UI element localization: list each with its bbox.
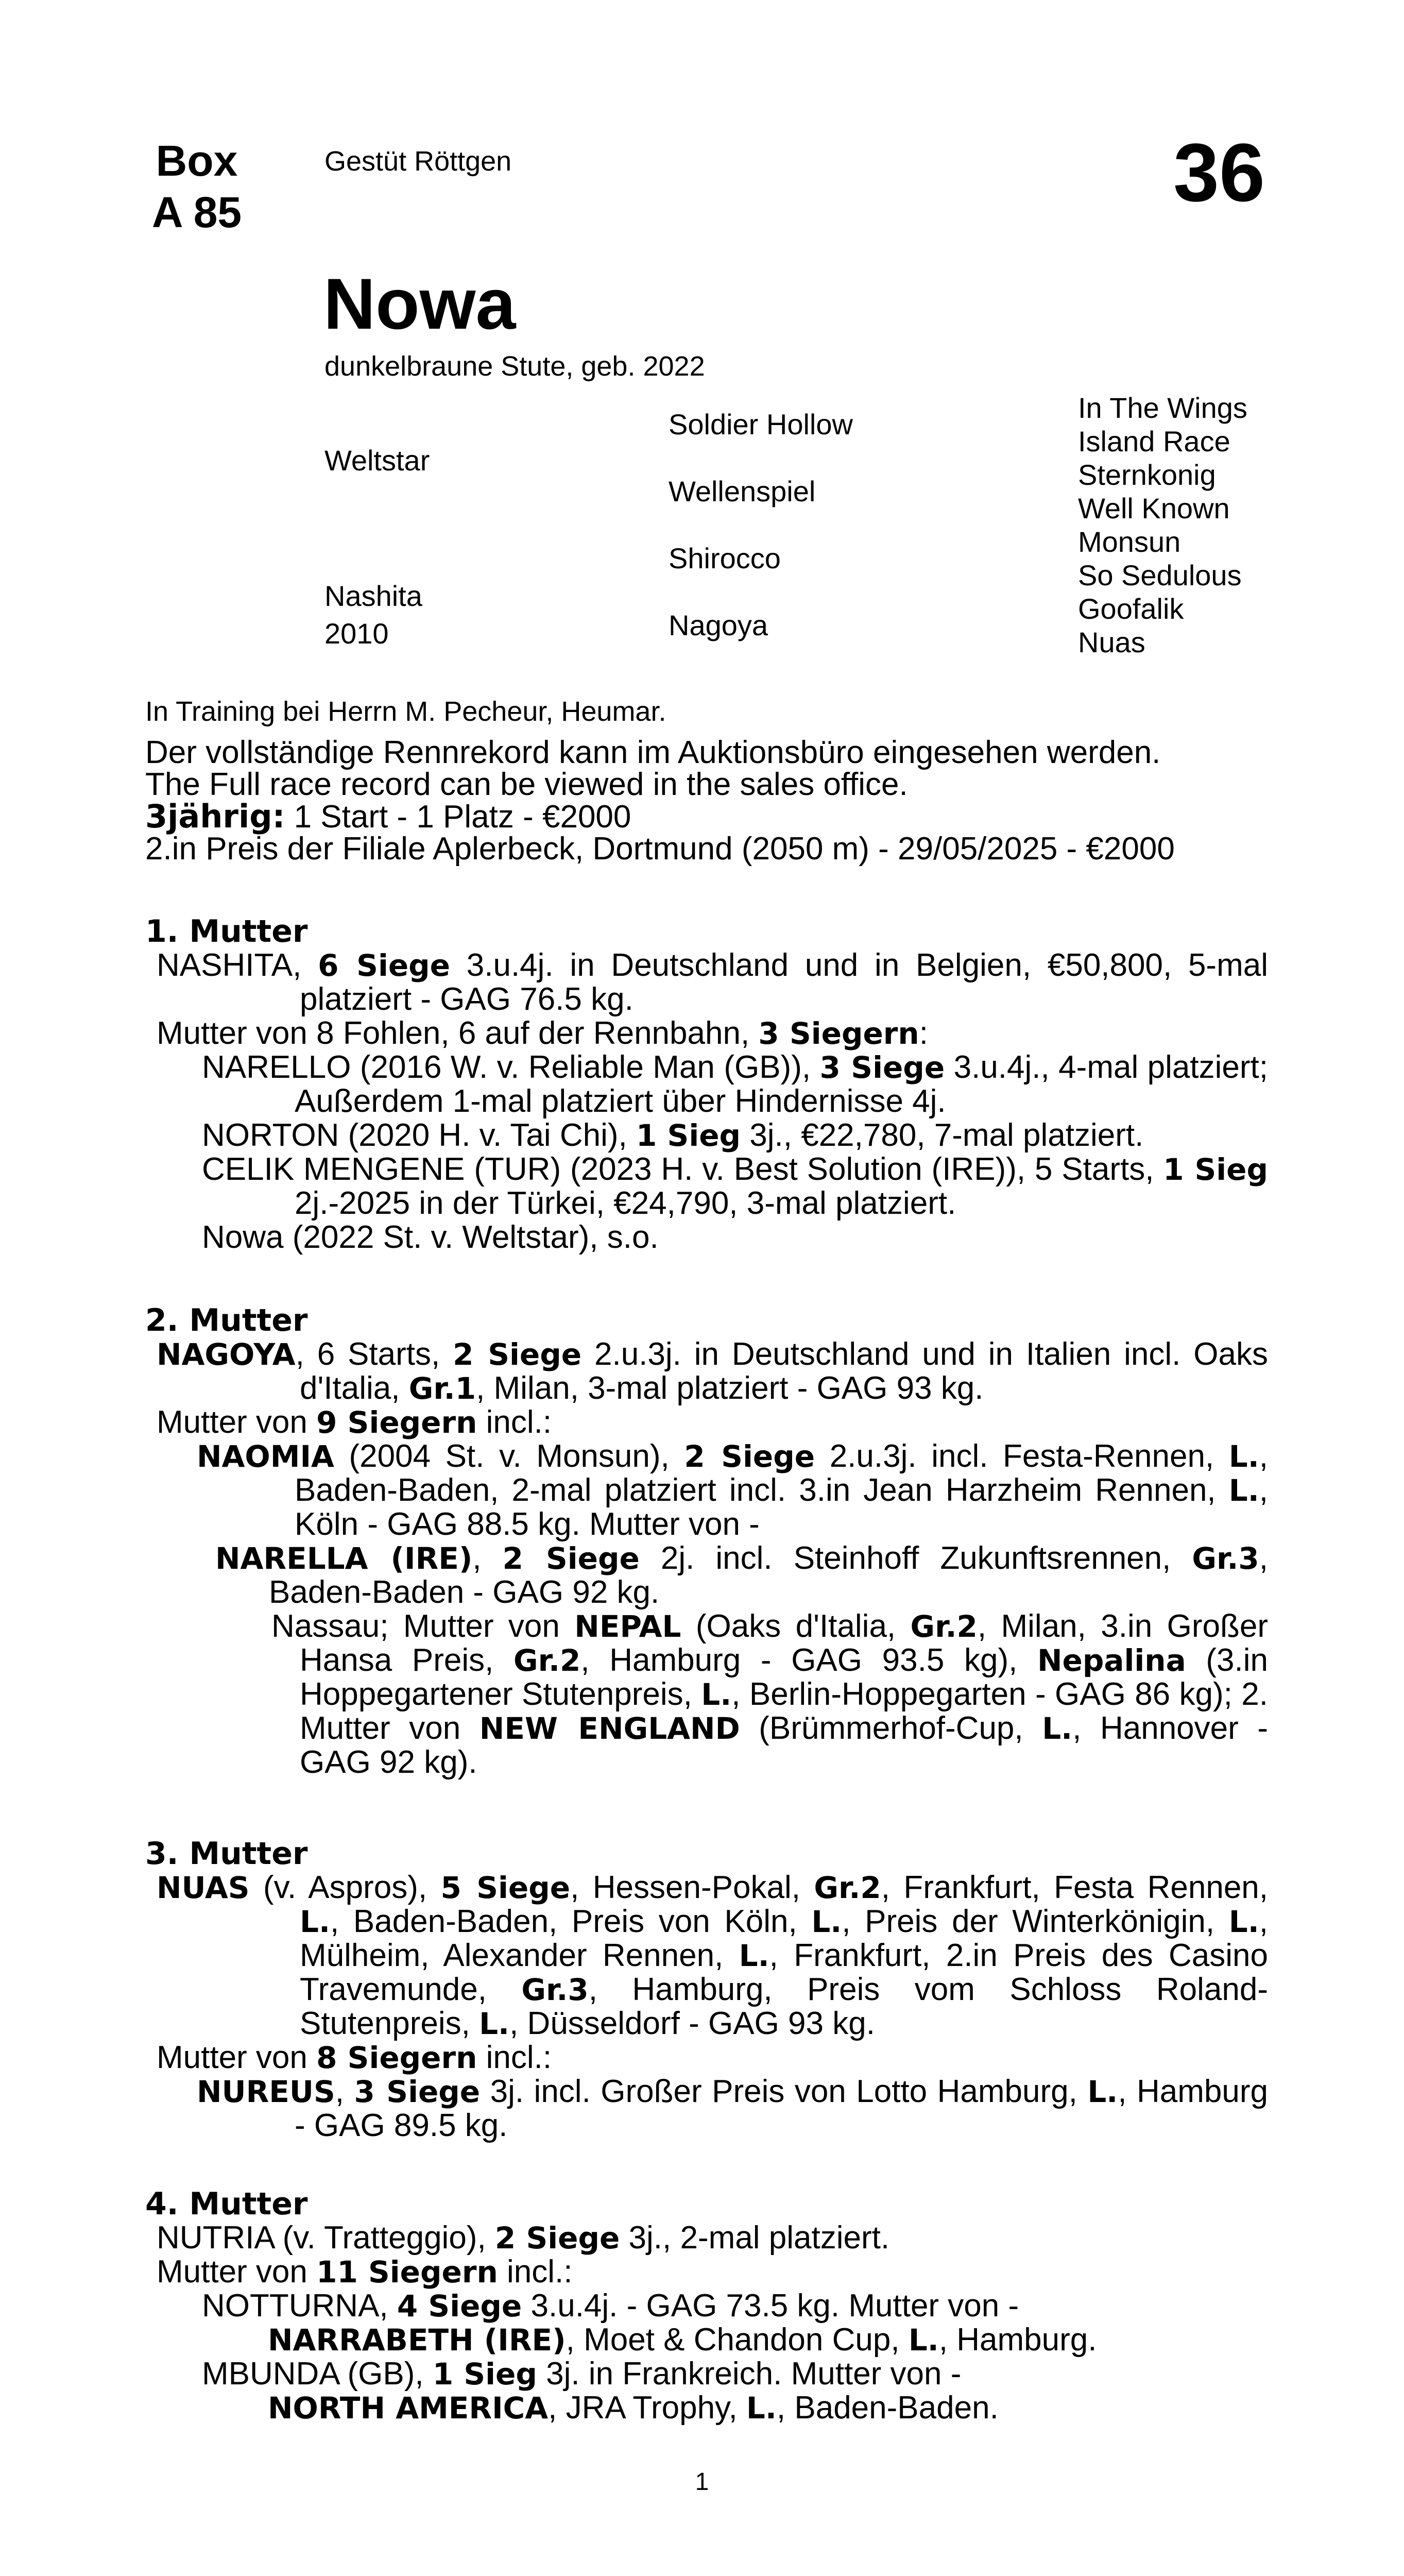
text-run: , Baden-Baden, 2-mal platziert incl. 3.in Jean Harzheim Rennen, [295,1438,1268,1508]
pedigree-gen3-1: In The Wings [1078,392,1247,424]
section-title: 2. Mutter [145,1302,308,1338]
bold-run: Gr.3 [521,1972,589,2007]
box-label-line1: Box [156,137,238,185]
pedigree-entry [145,1016,1268,1050]
bold-run: 11 Siegern [316,2255,498,2290]
text-run: , Düsseldorf - GAG 93 kg. [509,2006,875,2041]
text-run: (v. Aspros), [249,1870,441,1905]
pedigree-entry [145,2391,1268,2425]
text-run: , Baden-Baden, Preis von Köln, [330,1904,812,1939]
text-run: (Brümmerhof-Cup, [740,1710,1042,1746]
text-run: , Hamburg, Preis vom Schloss Roland-Stutenpreis, [300,1972,1268,2041]
text-run: , Mülheim, Alexander Rennen, [300,1904,1268,1973]
bold-run: L. [300,1904,330,1939]
bold-run: L. [908,2323,939,2358]
box-label-line2: A 85 [151,188,242,236]
bold-run: 2 Siege [684,1439,815,1474]
pedigree-sire-sire: Soldier Hollow [669,408,853,440]
text-run: , Frankfurt, 2.in Preis des Casino Travemunde, [300,1938,1268,2007]
text-run: Mutter von [157,1404,317,1440]
box-label [145,135,248,238]
section-2-mutter [145,1303,1268,1780]
text-run: Mutter von 8 Fohlen, 6 auf der Rennbahn, [157,1015,759,1051]
bold-run: NEPAL [574,1609,681,1644]
pedigree-entry [145,2221,1268,2255]
bold-run: 6 Siege [318,948,451,983]
bold-run: 9 Siegern [316,1405,477,1440]
pedigree-entry [145,1337,1268,1405]
bold-run: NARELLA (IRE) [215,1541,473,1576]
text-run: (3.in Hoppegartener Stutenpreis, [300,1642,1268,1712]
text-run: , [335,2074,354,2109]
text-run: 2.u.3j. in Deutschland und in Italien incl. Oaks d'Italia, [300,1336,1268,1406]
pedigree-entry [145,1871,1268,2041]
text-run: Nowa (2022 St. v. Weltstar), s.o. [202,1219,659,1255]
text-run: , 6 Starts, [295,1336,453,1372]
bold-run: Gr.2 [513,1643,581,1678]
text-run: 2j.-2025 in der Türkei, €24,790, 3-mal platziert. [295,1185,956,1221]
pedigree-entry [145,1541,1268,1609]
text-run: (2004 St. v. Monsun), [334,1438,684,1474]
bold-run: NUAS [157,1870,250,1905]
bold-run: 2 Siege [502,1541,640,1576]
text-run: , [472,1540,503,1576]
text-run: Mutter von [157,2254,317,2290]
section-title: 1. Mutter [145,913,308,950]
text-run: CELIK MENGENE (TUR) (2023 H. v. Best Solution (IRE)), 5 Starts, [202,1151,1163,1187]
pedigree-entry [145,2357,1268,2391]
text-run: NOTTURNA, [202,2288,397,2324]
text-run: 3j., €22,780, 7-mal platziert. [741,1117,1144,1153]
pedigree-gen3-2: Island Race [1078,425,1230,457]
bold-run: L. [811,1904,842,1939]
text-run: Nassau; Mutter von [271,1608,575,1644]
pedigree-dam-sire: Shirocco [669,542,781,574]
record-note-de: Der vollständige Rennrekord kann im Auktionsbüro eingesehen werden. [145,735,1161,770]
text-run: (Oaks d'Italia, [681,1608,911,1644]
text-run: incl.: [477,2040,552,2075]
pedigree-entry [145,1405,1268,1439]
section-4-mutter [145,2187,1268,2425]
bold-run: L. [1087,2074,1118,2109]
bold-run: L. [739,1938,769,1973]
section-title: 3. Mutter [145,1836,308,1872]
text-run: , Frankfurt, Festa Rennen, [881,1870,1269,1905]
text-run: 3.u.4j. - GAG 73.5 kg. Mutter von - [522,2288,1019,2324]
text-run: Mutter von [157,2040,317,2075]
pedigree-entry [145,2255,1268,2289]
text-run: , JRA Trophy, [548,2390,746,2426]
bold-run: 3 Siegern [758,1016,919,1051]
bold-run: NAOMIA [197,1439,334,1474]
section-1-mutter [145,914,1268,1255]
text-run: 2j. incl. Steinhoff Zukunftsrennen, [639,1540,1192,1576]
bold-run: NORTH AMERICA [268,2391,549,2426]
record-summary [145,798,1268,835]
pedigree-entry [145,2075,1268,2143]
text-run: : [919,1015,928,1051]
pedigree-entry [145,948,1268,1016]
text-run: incl.: [498,2254,573,2290]
text-run: 3j. in Frankreich. Mutter von - [537,2356,962,2392]
text-run: 3j., 2-mal platziert. [620,2220,890,2256]
pedigree-entry [145,2041,1268,2075]
text-run: 3.u.4j. in Deutschland und in Belgien, €50,800, 5-mal platziert - GAG 76.5 kg. [300,947,1268,1017]
text-run: , Milan, 3-mal platziert - GAG 93 kg. [476,1370,984,1406]
pedigree-gen3-3: Sternkonig [1078,459,1216,491]
pedigree-gen3-5: Monsun [1078,526,1181,558]
text-run: NASHITA, [157,947,318,983]
trainer-note: In Training bei Herrn M. Pecheur, Heumar. [145,696,666,727]
text-run: incl.: [477,1404,552,1440]
record-race-line: 2.in Preis der Filiale Aplerbeck, Dortmund (2050 m) - 29/05/2025 - €2000 [145,831,1175,867]
text-run: , Preis der Winterkönigin, [842,1904,1229,1939]
text-run: NARELLO (2016 W. v. Reliable Man (GB)), [202,1049,820,1085]
bold-run: Gr.2 [814,1870,881,1905]
text-run: 3j. incl. Großer Preis von Lotto Hamburg, [480,2074,1088,2109]
bold-run: 8 Siegern [316,2040,477,2075]
bold-run: L. [1042,1711,1073,1746]
pedigree-entry [145,1221,1268,1255]
bold-run: 1 Sieg [1163,1152,1268,1187]
bold-run: L. [746,2391,777,2426]
bold-run: NAGOYA [157,1337,296,1372]
text-run: , Baden-Baden - GAG 92 kg. [269,1540,1268,1610]
section-3-mutter [145,1837,1268,2143]
text-run: , Hessen-Pokal, [570,1870,814,1905]
bold-run: 1 Sieg [432,2357,537,2392]
horse-description: dunkelbraune Stute, geb. 2022 [324,351,705,382]
text-run: , Hamburg - GAG 89.5 kg. [295,2074,1268,2143]
pedigree-dam-dam: Nagoya [669,609,768,641]
bold-run: L. [1228,1904,1259,1939]
pedigree-gen3-8: Nuas [1078,626,1145,658]
pedigree-entry [145,1050,1268,1118]
text-run: 2.u.3j. incl. Festa-Rennen, [815,1438,1229,1474]
bold-run: 5 Siege [440,1870,571,1905]
bold-run: NUREUS [197,2074,335,2109]
lot-number: 36 [1173,126,1265,218]
horse-name: Nowa [323,263,516,344]
bold-run: 2 Siege [453,1337,582,1372]
record-note-en: The Full race record can be viewed in the sales office. [145,767,908,802]
bold-run: NARRABETH (IRE) [268,2323,566,2358]
pedigree-entry [145,1118,1268,1153]
bold-run: L. [479,2006,510,2041]
pedigree-gen3-7: Goofalik [1078,592,1184,625]
bold-run: 2 Siege [494,2221,620,2256]
bold-run: 4 Siege [397,2289,522,2324]
bold-run: Nepalina [1037,1643,1186,1678]
bold-run: 1 Sieg [636,1118,741,1153]
bold-run: L. [1228,1439,1259,1474]
record-age-summary: 1 Start - 1 Platz - €2000 [285,799,631,835]
text-run: , Baden-Baden. [776,2390,999,2426]
bold-run: L. [1228,1473,1259,1508]
text-run: , Milan, 3.in Großer Hansa Preis, [300,1608,1268,1678]
text-run: , Hamburg - GAG 93.5 kg), [580,1642,1037,1678]
bold-run: L. [701,1677,732,1712]
section-title: 4. Mutter [145,2186,308,2222]
text-run: , Berlin-Hoppegarten - GAG 86 kg); 2. Mutter von [300,1676,1268,1746]
pedigree-gen3-4: Well Known [1078,492,1230,524]
pedigree-entry [145,2323,1268,2357]
pedigree-dam-year: 2010 [324,617,389,650]
text-run: , Moet & Chandon Cup, [566,2322,909,2358]
text-run: NORTON (2020 H. v. Tai Chi), [202,1117,636,1153]
pedigree-entry [145,1609,1268,1780]
bold-run: 3 Siege [819,1050,945,1085]
race-record [145,737,1268,865]
text-run: MBUNDA (GB), [202,2356,433,2392]
text-run: 3.u.4j., 4-mal platziert; Außerdem 1-mal platziert über Hindernisse 4j. [295,1049,1268,1119]
bold-run: 3 Siege [354,2074,481,2109]
pedigree-entry [145,2289,1268,2323]
pedigree-sire-dam: Wellenspiel [669,475,816,507]
pedigree-entry [145,1153,1268,1221]
text-run: , Hamburg. [938,2322,1097,2358]
bold-run: Gr.2 [910,1609,978,1644]
page-number: 1 [695,2468,709,2496]
pedigree-entry [145,1439,1268,1541]
pedigree-sire: Weltstar [324,444,430,477]
bold-run: Gr.3 [1192,1541,1259,1576]
pedigree-dam: Nashita [324,580,422,612]
pedigree-gen3-6: So Sedulous [1078,559,1242,591]
text-run: , Hannover - GAG 92 kg). [300,1710,1268,1780]
bold-run: NEW ENGLAND [479,1711,740,1746]
text-run: NUTRIA (v. Tratteggio), [157,2220,495,2256]
text-run: , Köln - GAG 88.5 kg. Mutter von - [295,1472,1268,1542]
record-age-label: 3jährig: [145,798,285,835]
breeder: Gestüt Röttgen [324,146,512,177]
bold-run: Gr.1 [408,1371,476,1406]
